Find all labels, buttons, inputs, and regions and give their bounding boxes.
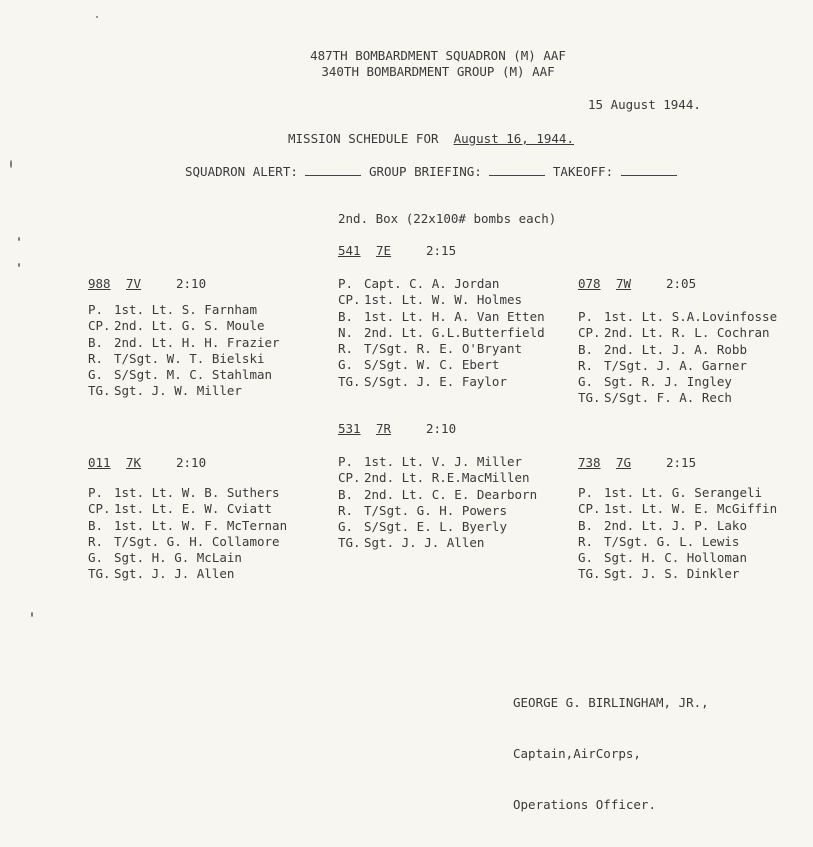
crew-member: G. Sgt. H. C. Holloman <box>578 550 747 566</box>
crew-member: P. 1st. Lt. S.A.Lovinfosse <box>578 309 778 324</box>
crew-member: CP. 1st. Lt. W. W. Holmes <box>338 292 523 308</box>
crew-member: B. 2nd. Lt. J. P. Lako <box>578 517 747 533</box>
scan-speck <box>31 612 33 617</box>
crew-member: CP. 2nd. Lt. R.E.MacMillen <box>338 470 530 486</box>
crew-member: TG. Sgt. J. J. Allen <box>88 566 235 582</box>
scan-speck <box>96 16 98 18</box>
group-briefing-blank <box>489 163 545 176</box>
crew-member: CP. 1st. Lt. W. E. McGiffin <box>578 501 778 517</box>
document-date: 15 August 1944. <box>588 97 701 112</box>
crew-member: R. T/Sgt. G. H. Collamore <box>88 533 280 549</box>
crew-header <box>88 455 287 471</box>
signature-title: Captain,AirCorps, <box>513 746 641 761</box>
crew-member: P. 1st. Lt. G. Serangeli <box>578 485 763 500</box>
crew-header <box>578 276 777 292</box>
crew-header <box>578 455 777 471</box>
crew-member: TG. S/Sgt. J. E. Faylor <box>338 373 507 389</box>
takeoff-blank <box>621 163 677 176</box>
crew-member: TG. Sgt. J. W. Miller <box>88 383 242 399</box>
ship-code: 7K <box>126 455 142 470</box>
ship-time: 2:10 <box>176 455 207 470</box>
crew-member: N. 2nd. Lt. G.L.Butterfield <box>338 324 545 340</box>
crew-member: G. S/Sgt. E. L. Byerly <box>338 519 507 535</box>
crew-block <box>578 276 777 407</box>
crew-member: R. T/Sgt. J. A. Garner <box>578 357 747 373</box>
crew-block <box>88 276 280 400</box>
box-note: 2nd. Box (22x100# bombs each) <box>338 211 557 226</box>
crew-member: TG. Sgt. J. J. Allen <box>338 535 485 551</box>
signature-block <box>513 660 709 847</box>
signature-role: Operations Officer. <box>513 797 656 812</box>
ship-number: 988 <box>88 276 111 291</box>
alert-line <box>185 163 677 180</box>
crew-block <box>338 243 545 390</box>
crew-member: R. T/Sgt. G. L. Lewis <box>578 533 740 549</box>
crew-header <box>338 243 545 259</box>
crew-member: B. 1st. Lt. W. F. McTernan <box>88 517 288 533</box>
crew-member: G. S/Sgt. W. C. Ebert <box>338 357 500 373</box>
scan-speck <box>10 160 12 168</box>
crew-member: CP. 1st. Lt. E. W. Cviatt <box>88 501 273 517</box>
crew-member: P. 1st. Lt. S. Farnham <box>88 302 257 317</box>
crew-member: TG. S/Sgt. F. A. Rech <box>578 390 732 406</box>
crew-block <box>338 421 537 552</box>
squadron-alert-blank <box>305 163 361 176</box>
header-group: 340TH BOMBARDMENT GROUP (M) AAF <box>321 64 555 79</box>
crew-member: CP. 2nd. Lt. R. L. Cochran <box>578 325 770 341</box>
ship-time: 2:10 <box>426 421 457 436</box>
ship-code: 7V <box>126 276 142 291</box>
ship-number: 738 <box>578 455 601 470</box>
ship-code: 7E <box>376 243 392 258</box>
ship-code: 7W <box>616 276 632 291</box>
ship-number: 541 <box>338 243 361 258</box>
header-squadron: 487TH BOMBARDMENT SQUADRON (M) AAF <box>310 48 566 63</box>
crew-block <box>578 455 777 583</box>
ship-time: 2:10 <box>176 276 207 291</box>
crew-member: G. Sgt. H. G. McLain <box>88 550 242 566</box>
ship-number: 011 <box>88 455 111 470</box>
group-briefing-label: GROUP BRIEFING: <box>368 164 482 179</box>
crew-header <box>338 421 537 437</box>
scan-speck <box>18 263 20 267</box>
ship-time: 2:15 <box>426 243 457 258</box>
crew-header <box>88 276 280 292</box>
ship-number: 078 <box>578 276 601 291</box>
crew-member: R. T/Sgt. G. H. Powers <box>338 502 507 518</box>
crew-member: B. 2nd. Lt. H. H. Frazier <box>88 334 280 350</box>
crew-member: B. 1st. Lt. H. A. Van Etten <box>338 308 545 324</box>
crew-member: P. 1st. Lt. W. B. Suthers <box>88 485 280 500</box>
mission-schedule-date: August 16, 1944. <box>453 131 574 146</box>
ship-number: 531 <box>338 421 361 436</box>
mission-schedule-label: MISSION SCHEDULE FOR <box>288 131 439 146</box>
signature-name: GEORGE G. BIRLINGHAM, JR., <box>513 695 709 710</box>
crew-block <box>88 455 287 583</box>
crew-member: P. 1st. Lt. V. J. Miller <box>338 454 523 469</box>
crew-member: TG. Sgt. J. S. Dinkler <box>578 566 740 582</box>
crew-member: CP. 2nd. Lt. G. S. Moule <box>88 318 265 334</box>
crew-member: B. 2nd. Lt. C. E. Dearborn <box>338 486 538 502</box>
scan-speck <box>18 237 20 241</box>
ship-time: 2:05 <box>666 276 697 291</box>
ship-code: 7G <box>616 455 632 470</box>
crew-member: G. S/Sgt. M. C. Stahlman <box>88 367 273 383</box>
crew-member: G. Sgt. R. J. Ingley <box>578 374 732 390</box>
ship-code: 7R <box>376 421 392 436</box>
crew-member: P. Capt. C. A. Jordan <box>338 276 500 291</box>
squadron-alert-label: SQUADRON ALERT: <box>185 164 298 179</box>
crew-member: B. 2nd. Lt. J. A. Robb <box>578 341 747 357</box>
crew-member: R. T/Sgt. R. E. O'Bryant <box>338 341 523 357</box>
ship-time: 2:15 <box>666 455 697 470</box>
takeoff-label: TAKEOFF: <box>552 164 614 179</box>
crew-member: R. T/Sgt. W. T. Bielski <box>88 350 265 366</box>
mission-schedule-line <box>288 131 574 147</box>
